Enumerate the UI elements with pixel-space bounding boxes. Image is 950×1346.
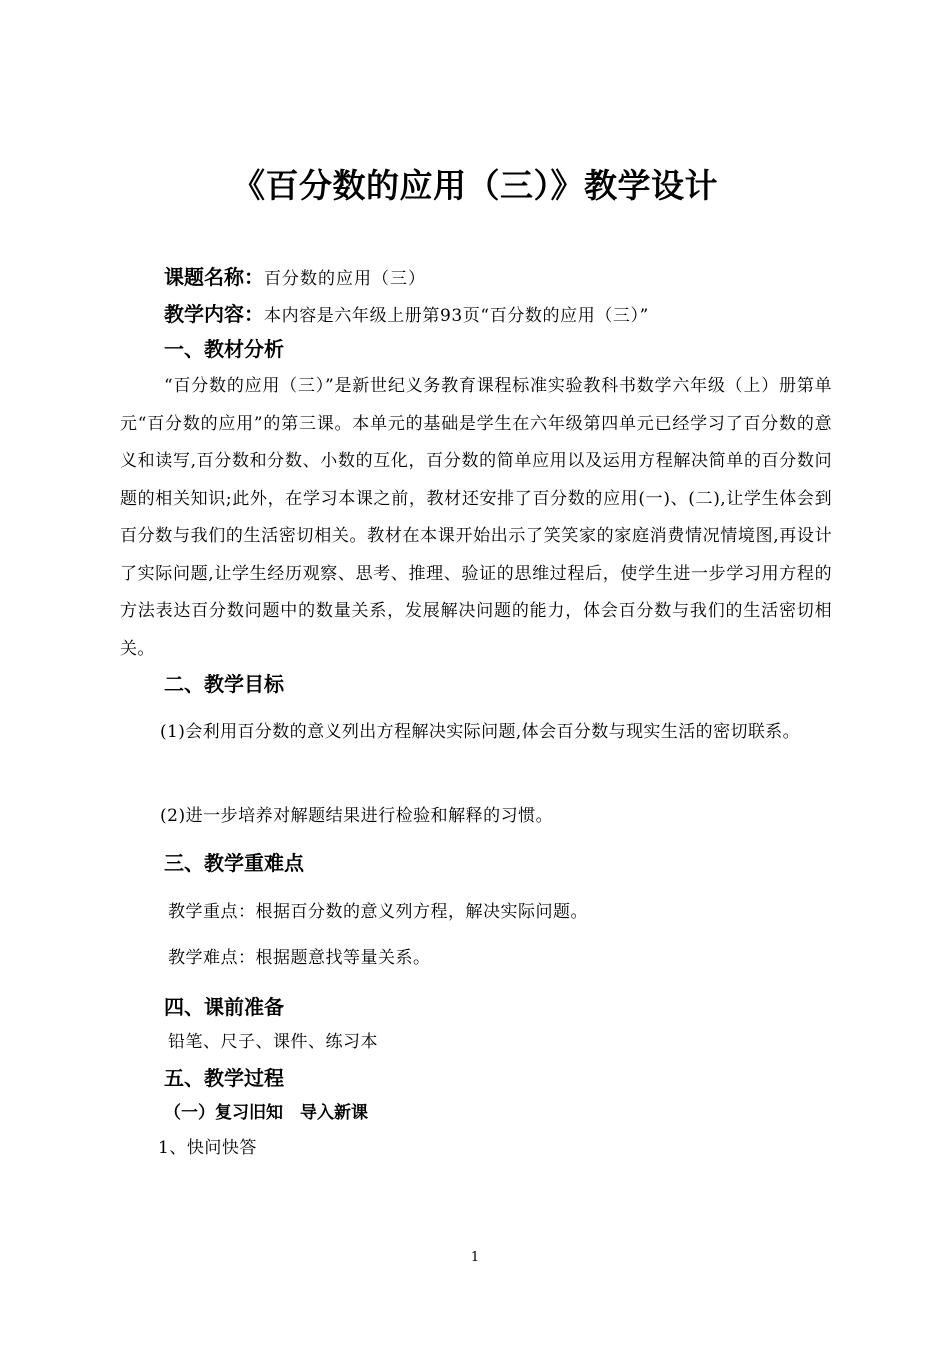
process-item-1: 1、快问快答: [158, 1138, 257, 1158]
teaching-content-label: 教学内容：: [164, 302, 264, 326]
teaching-content-value: 本内容是六年级上册第93页“百分数的应用（三）”: [264, 306, 649, 326]
page-number: 1: [470, 1250, 480, 1265]
section-3-heading: 三、教学重难点: [164, 851, 304, 875]
materials-list: 铅笔、尺子、课件、练习本: [168, 1032, 378, 1052]
key-point: 教学重点：根据百分数的意义列方程，解决实际问题。: [168, 902, 588, 922]
section-5-heading: 五、教学过程: [164, 1066, 284, 1090]
course-name-value: 百分数的应用（三）: [264, 269, 426, 289]
goal-2: (2)进一步培养对解题结果进行检验和解释的习惯。: [160, 806, 554, 826]
section-4-heading: 四、课前准备: [164, 995, 284, 1019]
goal-1: (1)会利用百分数的意义列出方程解决实际问题,体会百分数与现实生活的密切联系。: [160, 722, 801, 742]
teaching-content-line: [164, 302, 649, 328]
course-name-label: 课题名称：: [164, 265, 264, 289]
section-1-paragraph: “百分数的应用（三）”是新世纪义务教育课程标准实验教科书数学六年级（上）册第单元“百分数的应用”的第三课。本单元的基础是学生在六年级第四单元已经学习了百分数的意义和读写,百分数和分数、小数的互化，百分数的简单应用以及运用方程解决简单的百分数问题的相关知识;此外，在学习本课之前，教材还安排了百分数的应用(一)、(二),让学生体会到百分数与我们的生活密切相关。教材在本课开始出示了笑笑家的家庭消费情况情境图,再设计了实际问题,让学生经历观察、思考、推理、验证的思维过程后，使学生进一步学习用方程的方法表达百分数问题中的数量关系，发展解决问题的能力，体会百分数与我们的生活密切相关。: [120, 376, 832, 659]
section-1-heading: 一、教材分析: [164, 337, 284, 361]
section-5-subheading: （一）复习旧知 导入新课: [164, 1103, 368, 1123]
section-2-heading: 二、教学目标: [164, 672, 284, 696]
course-name-line: [164, 265, 426, 291]
difficult-point: 教学难点：根据题意找等量关系。: [168, 948, 431, 968]
document-title: 《百分数的应用（三）》教学设计: [232, 166, 718, 205]
